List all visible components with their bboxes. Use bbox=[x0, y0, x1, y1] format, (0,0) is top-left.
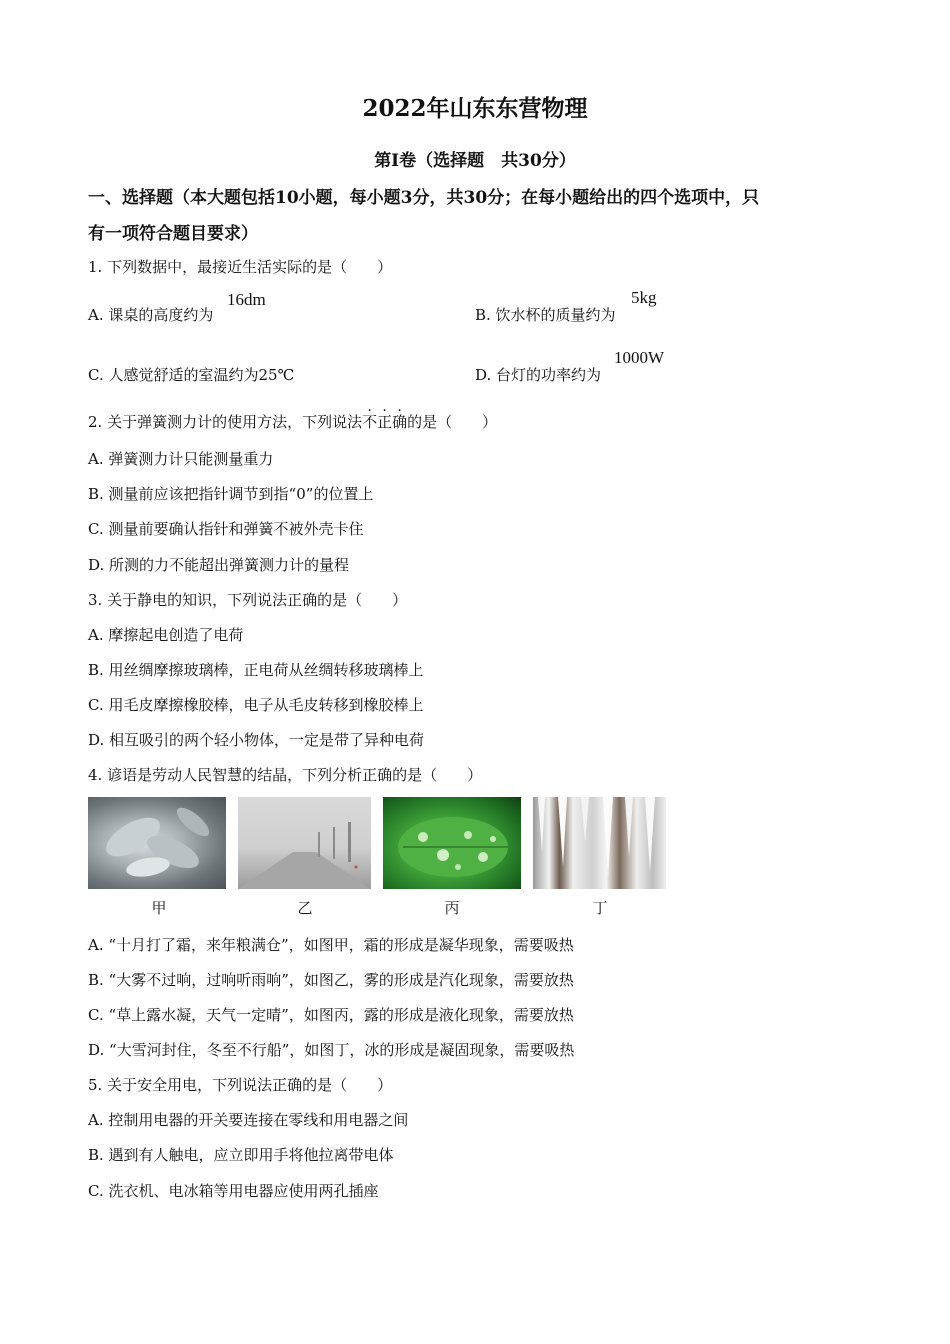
caption-jia: 甲 bbox=[151, 899, 167, 917]
q1-stem: 1. 下列数据中，最接近生活实际的是（ ） bbox=[88, 258, 393, 276]
q5-option-a: A. 控制用电器的开关要连接在零线和用电器之间 bbox=[88, 1111, 409, 1129]
frost-leaves-photo bbox=[88, 797, 226, 889]
q1-option-c: C. 人感觉舒适的室温约为25℃ bbox=[88, 366, 295, 384]
q4-option-c: C. “草上露水凝，天气一定晴”，如图丙，露的形成是液化现象，需要放热 bbox=[88, 1006, 574, 1024]
caption-yi: 乙 bbox=[297, 899, 313, 917]
q3-option-d: D. 相互吸引的两个轻小物体，一定是带了异种电荷 bbox=[88, 731, 425, 749]
q2-emphasis-char-3: 确 bbox=[392, 413, 408, 431]
q2-stem-post: 的是（ ） bbox=[407, 413, 498, 431]
q2-emphasis-char-2: 正 bbox=[377, 413, 393, 431]
section-instructions-line1: 一、选择题（本大题包括10小题，每小题3分，共30分；在每小题给出的四个选项中，只 bbox=[88, 188, 760, 208]
q5-stem: 5. 关于安全用电，下列说法正确的是（ ） bbox=[88, 1076, 393, 1094]
q3-stem: 3. 关于静电的知识，下列说法正确的是（ ） bbox=[88, 591, 408, 609]
caption-bing: 丙 bbox=[444, 899, 460, 917]
fog-road-photo bbox=[238, 797, 371, 889]
q2-option-a: A. 弹簧测力计只能测量重力 bbox=[88, 450, 274, 468]
section-instructions-line2: 有一项符合题目要求） bbox=[88, 224, 258, 244]
q2-emphasis-char-1: 不 bbox=[362, 413, 378, 431]
q3-option-b: B. 用丝绸摩擦玻璃棒，正电荷从丝绸转移玻璃棒上 bbox=[88, 661, 424, 679]
dew-leaf-photo bbox=[383, 797, 521, 889]
q4-option-a: A. “十月打了霜，来年粮满仓”，如图甲，霜的形成是凝华现象，需要吸热 bbox=[88, 936, 574, 954]
q2-option-c: C. 测量前要确认指针和弹簧不被外壳卡住 bbox=[88, 520, 364, 538]
q1-option-d: D. 台灯的功率约为 bbox=[475, 366, 602, 384]
q5-option-c: C. 洗衣机、电冰箱等用电器应使用两孔插座 bbox=[88, 1182, 379, 1200]
q4-option-b: B. “大雾不过响，过响听雨响”，如图乙，雾的形成是汽化现象，需要放热 bbox=[88, 971, 574, 989]
q2-stem bbox=[88, 411, 497, 432]
q2-stem-pre: 2. 关于弹簧测力计的使用方法，下列说法 bbox=[88, 413, 363, 431]
q2-option-d: D. 所测的力不能超出弹簧测力计的量程 bbox=[88, 556, 350, 574]
icicles-photo bbox=[533, 797, 666, 889]
q3-option-c: C. 用毛皮摩擦橡胶棒，电子从毛皮转移到橡胶棒上 bbox=[88, 696, 424, 714]
page-title: 2022年山东东营物理 bbox=[362, 95, 588, 122]
caption-ding: 丁 bbox=[592, 899, 608, 917]
q1-option-a: A. 课桌的高度约为 bbox=[88, 306, 214, 324]
q1-option-a-value: 16dm bbox=[227, 290, 266, 309]
q5-option-b: B. 遇到有人触电，应立即用手将他拉离带电体 bbox=[88, 1146, 394, 1164]
part-heading: 第Ⅰ卷（选择题 共30分） bbox=[374, 151, 576, 171]
q2-option-b: B. 测量前应该把指针调节到指“0”的位置上 bbox=[88, 485, 374, 503]
q1-option-b: B. 饮水杯的质量约为 bbox=[475, 306, 616, 324]
q1-option-b-value: 5kg bbox=[631, 288, 657, 307]
q4-stem: 4. 谚语是劳动人民智慧的结晶，下列分析正确的是（ ） bbox=[88, 766, 483, 784]
q4-option-d: D. “大雪河封住，冬至不行船”，如图丁，冰的形成是凝固现象，需要吸热 bbox=[88, 1041, 575, 1059]
q3-option-a: A. 摩擦起电创造了电荷 bbox=[88, 626, 244, 644]
q1-option-d-value: 1000W bbox=[614, 348, 665, 367]
